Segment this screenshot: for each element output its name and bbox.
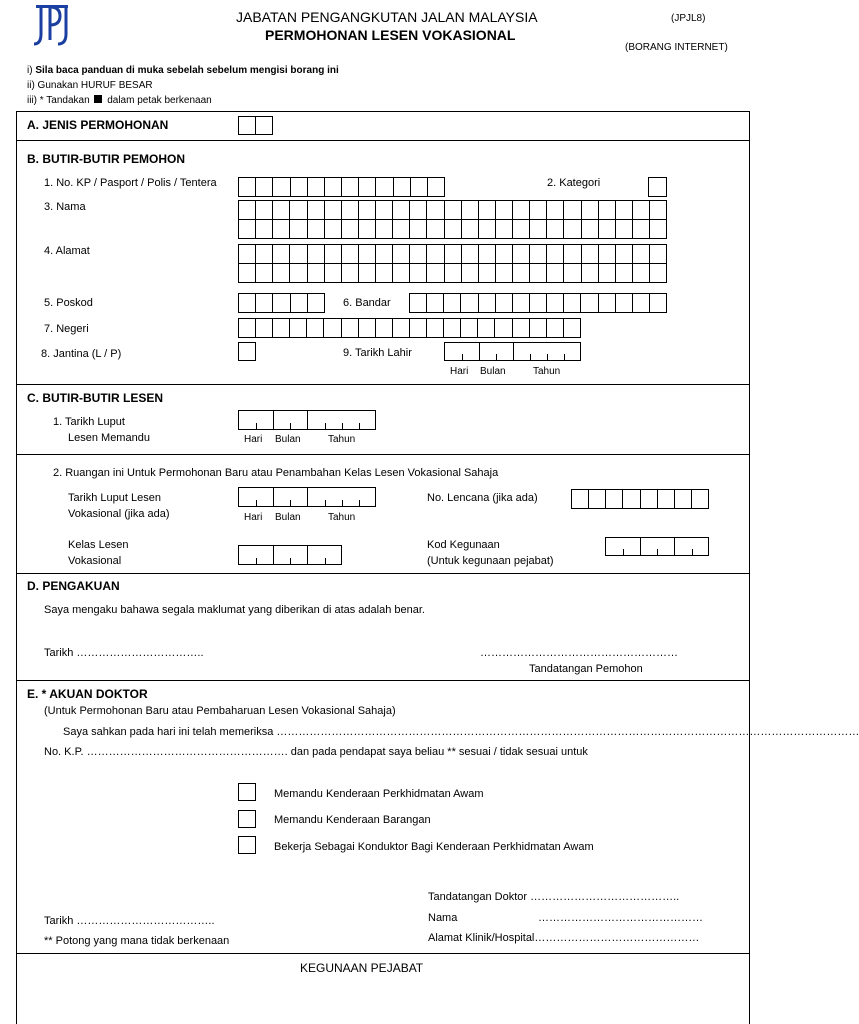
applicant-signature-label: Tandatangan Pemohon [529,663,643,675]
label-c2: 2. Ruangan ini Untuk Permohonan Baru atau Penambahan Kelas Lesen Vokasional Sahaja [53,467,499,479]
label-badge: No. Lencana (jika ada) [427,492,538,504]
label-dob: 9. Tarikh Lahir [343,347,412,359]
instruction-iii [27,95,212,106]
label-postcode: 5. Poskod [44,297,93,309]
doctor-signature: Tandatangan Doktor ………………………………….. [428,891,680,903]
label-ic-number: 1. No. KP / Pasport / Polis / Tentera [44,177,217,189]
dob-month-label: Bulan [480,366,506,377]
doctor-date: Tarikh ……………………………….. [44,915,215,927]
option-conductor: Bekerja Sebagai Konduktor Bagi Kenderaan Perkhidmatan Awam [274,841,594,853]
divider-d [16,680,750,681]
gender-input[interactable] [238,342,256,361]
voc-expiry-year-label: Tahun [328,512,356,523]
section-b-title: B. BUTIR-BUTIR PEMOHON [27,152,185,166]
label-voc-expiry-b: Vokasional (jika ada) [68,508,170,520]
form-title: PERMOHONAN LESEN VOKASIONAL [265,27,516,43]
address-input-row-1[interactable] [238,244,667,264]
license-expiry-month-label: Bulan [275,434,301,445]
jpj-logo [30,4,70,48]
form-type: (BORANG INTERNET) [625,42,728,53]
doctor-name-line: ……………………………………… [538,912,703,924]
use-code-input[interactable] [605,537,709,556]
label-license-expiry-b: Lesen Memandu [68,432,150,444]
license-expiry-day-label: Hari [244,434,263,445]
clinic-address: Alamat Klinik/Hospital……………………………………… [428,932,700,944]
category-input[interactable] [648,177,667,197]
section-a-title: A. JENIS PERMOHONAN [27,118,169,132]
postcode-input[interactable] [238,293,325,313]
city-input[interactable] [409,293,667,313]
class-input[interactable] [238,545,342,565]
voc-expiry-day-label: Hari [244,512,263,523]
declaration-statement: Saya mengaku bahawa segala maklumat yang diberikan di atas adalah benar. [44,604,425,616]
divider-e [16,953,750,954]
instruction-ii: ii) Gunakan HURUF BESAR [27,80,153,91]
form-code: (JPJL8) [671,13,706,24]
label-use-code-b: (Untuk kegunaan pejabat) [427,555,554,567]
ic-number-input[interactable] [238,177,445,197]
filled-square-icon [94,95,102,103]
section-e-subtitle: (Untuk Permohonan Baru atau Pembaharuan Lesen Vokasional Sahaja) [44,705,396,717]
label-state: 7. Negeri [44,323,89,335]
dob-input[interactable] [444,342,581,361]
voc-expiry-month-label: Bulan [275,512,301,523]
voc-expiry-input[interactable] [238,487,376,507]
label-name: 3. Nama [44,201,86,213]
section-e-title: E. * AKUAN DOKTOR [27,687,148,701]
divider-a [16,140,750,141]
option-public-service-vehicle: Memandu Kenderaan Perkhidmatan Awam [274,788,484,800]
label-gender: 8. Jantina (L / P) [41,348,122,360]
label-class-b: Vokasional [68,555,122,567]
divider-b [16,384,750,385]
agency-name: JABATAN PENGANGKUTAN JALAN MALAYSIA [236,9,538,25]
office-use-title: KEGUNAAN PEJABAT [300,961,424,975]
instruction-i [27,65,339,76]
divider-c [16,573,750,574]
instruction-i-text: Sila baca panduan di muka sebelah sebelum mengisi borang ini [35,65,339,76]
label-license-expiry-a: 1. Tarikh Luput [53,416,125,428]
doctor-line-2: No. K.P. ………………………………………………. dan pada pendapat saya beliau ** sesuai / tidak sesuai untuk [44,746,588,758]
dob-year-label: Tahun [533,366,561,377]
option-goods-vehicle: Memandu Kenderaan Barangan [274,814,431,826]
address-input-row-2[interactable] [238,263,667,283]
doctor-name-label: Nama [428,912,458,924]
checkbox-conductor[interactable] [238,836,256,854]
dob-day-label: Hari [450,366,469,377]
license-expiry-year-label: Tahun [328,434,356,445]
instruction-i-prefix: i) [27,65,33,76]
application-type-box[interactable] [238,116,273,135]
label-voc-expiry-a: Tarikh Luput Lesen [68,492,161,504]
state-input[interactable] [238,318,581,338]
name-input-row-2[interactable] [238,219,667,239]
divider-c1 [16,454,750,455]
label-address: 4. Alamat [44,245,90,257]
instruction-iii-b: dalam petak berkenaan [107,95,212,106]
label-class-a: Kelas Lesen [68,539,129,551]
badge-input[interactable] [571,489,709,509]
section-d-title: D. PENGAKUAN [27,579,120,593]
strike-note: ** Potong yang mana tidak berkenaan [44,935,230,947]
label-city: 6. Bandar [343,297,391,309]
checkbox-goods-vehicle[interactable] [238,810,256,828]
instruction-iii-a: iii) * Tandakan [27,95,90,106]
declaration-date: Tarikh …………………………….. [44,647,204,659]
checkbox-public-service-vehicle[interactable] [238,783,256,801]
license-expiry-input[interactable] [238,410,376,430]
label-use-code-a: Kod Kegunaan [427,539,500,551]
doctor-line-1: Saya sahkan pada hari ini telah memeriksa …………………………………………………………………………………………………………………………………………… [63,726,859,738]
applicant-signature-line: ……………………………………………… [480,647,678,659]
name-input-row-1[interactable] [238,200,667,220]
label-category: 2. Kategori [547,177,601,189]
section-c-title: C. BUTIR-BUTIR LESEN [27,391,163,405]
